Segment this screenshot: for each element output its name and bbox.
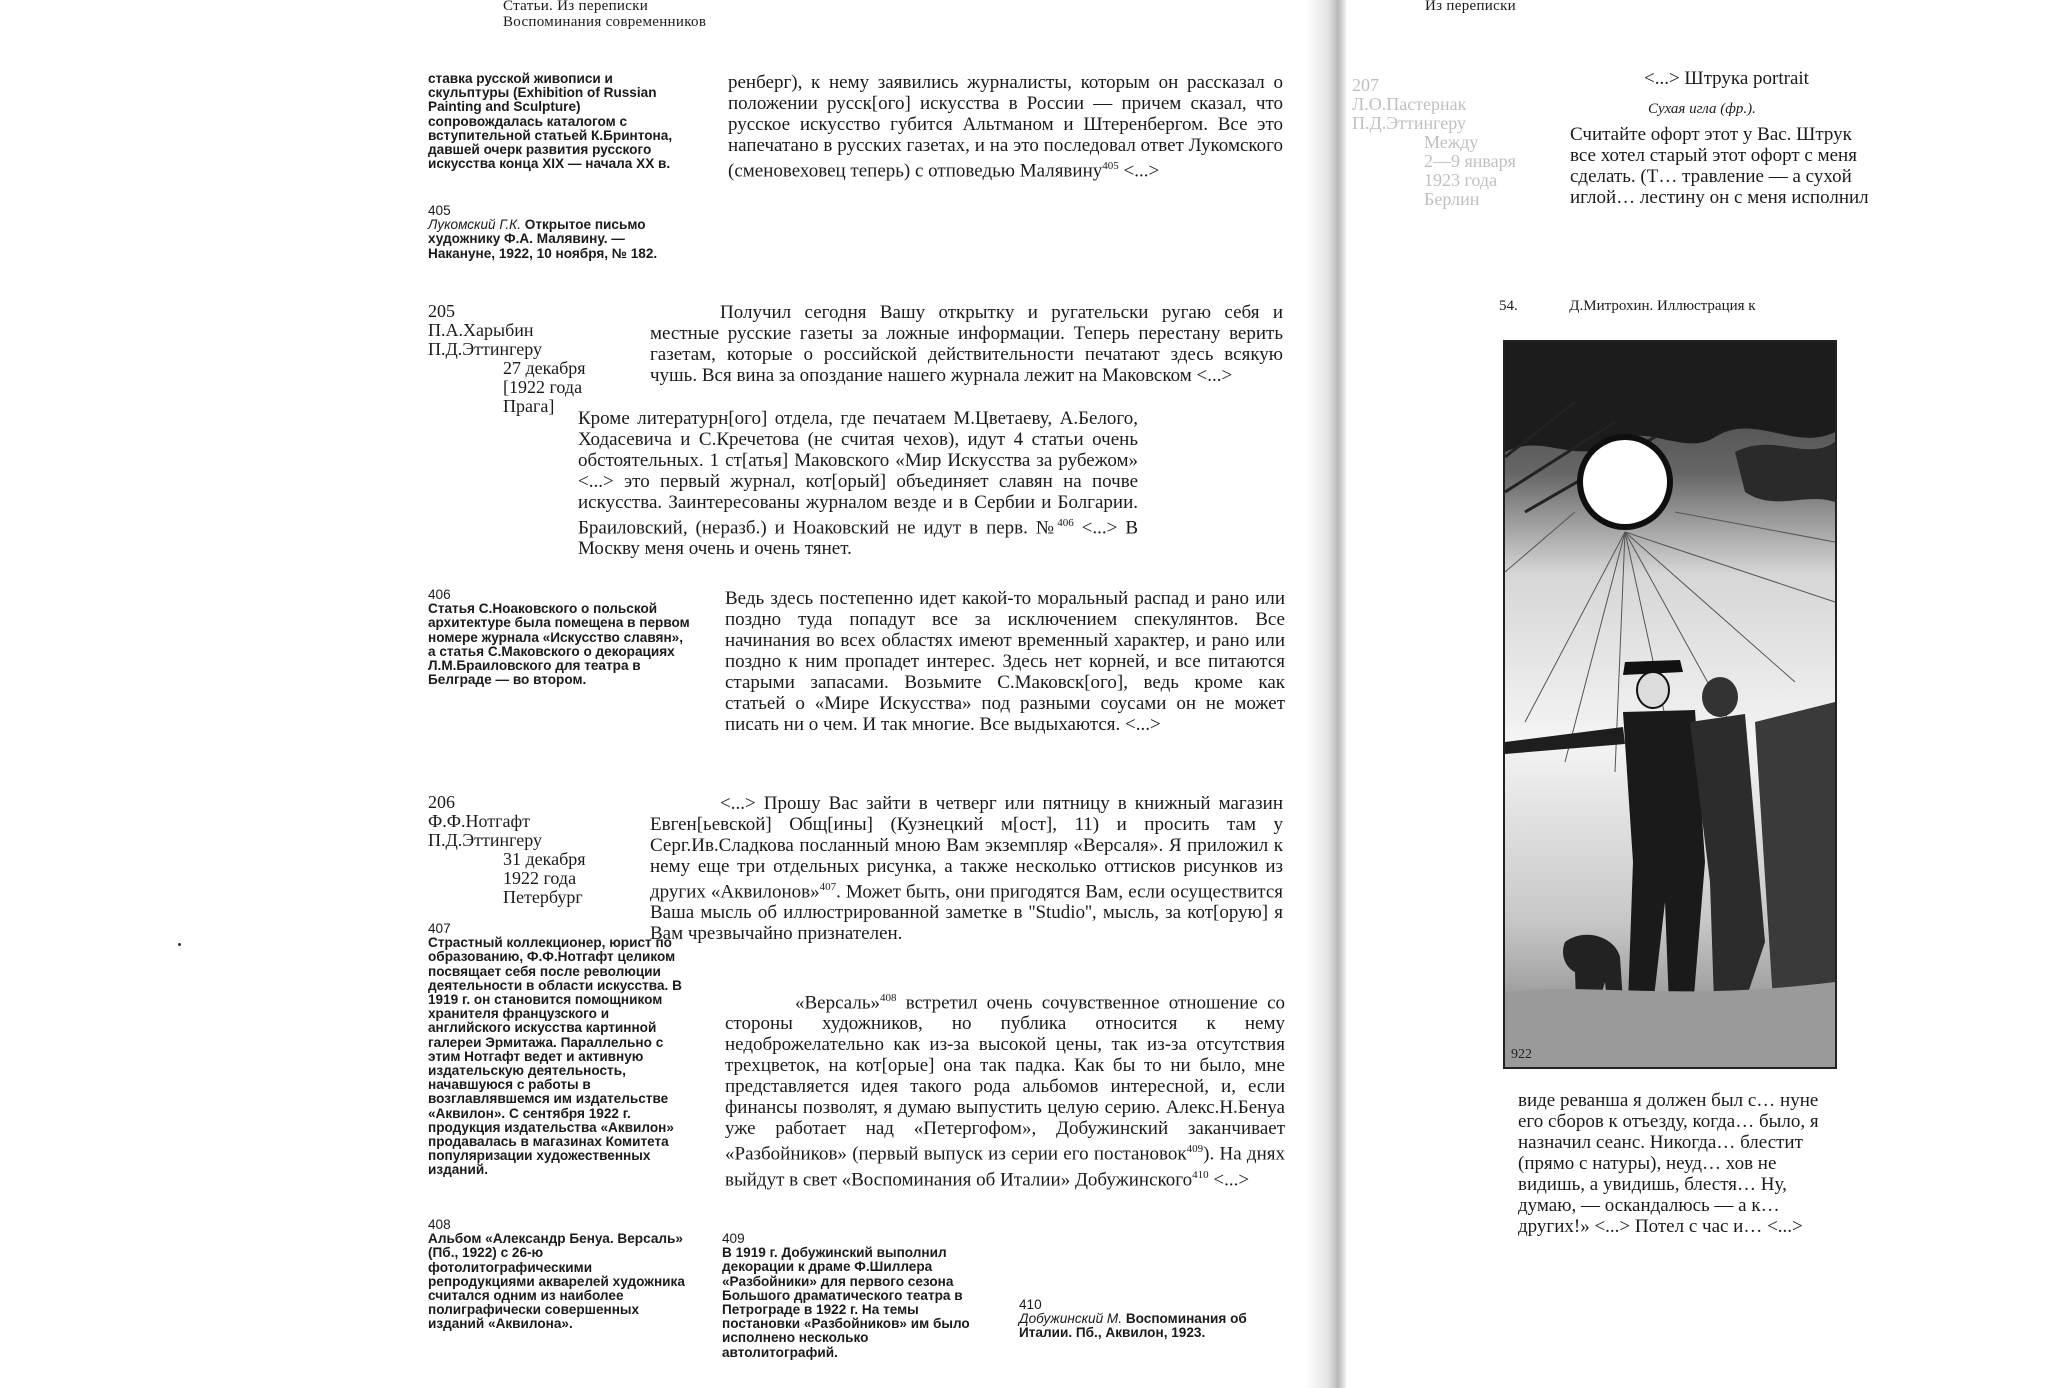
right-page-bottom-block	[1518, 1090, 1822, 1270]
footnote-ref: 408	[880, 992, 897, 1004]
footnote-405	[428, 204, 694, 261]
ellipsis: <...>	[1213, 1168, 1250, 1190]
letter-to: П.Д.Эттингеру	[1352, 113, 1467, 133]
paragraph: . Может быть, они пригодятся Вам, если осуществится Ваша мысль об иллюстрированной заметке в ''Studio'', мысль, за кот[орую] я Вам чрезвычайно признателен.	[650, 881, 1283, 945]
footnote-408	[428, 1218, 694, 1332]
letter-year: [1922 года	[503, 377, 583, 397]
paragraph: встретил очень сочувственное отношение со стороны художников, но публика относится к нему недоброжелательно как из-за высокой цены, так из-за отсутствия трехцветок, на кот[орые] она так падка. Как бы то ни было, мне представляется идея такого рода альбомов интересной, и, если финансы позволят, я думаю выпустить целую серию. Алекс.Н.Бенуа уже работает над «Петергофом», Добужинский заканчивает «Разбойников» (первый выпуск из серии его постановок	[725, 992, 1286, 1165]
caption-top: <...> Штрука portrait	[1644, 68, 1809, 89]
footnote-410	[1019, 1298, 1283, 1341]
paragraph: «Версаль»	[795, 992, 881, 1014]
letter-number: 205	[428, 301, 455, 321]
footnote-text: Статья С.Ноаковского о польской архитектуре была помещена в первом номере журнала «Искусство славян», а статья С.Маковского о декорациях Л.М.Браиловского для театра в Белграде — во втором.	[428, 601, 690, 688]
paragraph: ренберг), к нему заявились журналисты, которым он рассказал о положении русск[ого] искусства в России — причем сказал, что русское искусство губится Альтманом и Штеренбергом. Все это напечатано в русских газетах, и на это последовал ответ Лукомского (сменовеховец теперь) с отповедью Малявину	[728, 72, 1283, 182]
illustration-year: 922	[1511, 1047, 1532, 1062]
illustration-drawing	[1505, 342, 1835, 1067]
paragraph: Получил сегодня Вашу открытку и ругательски ругаю себя и местные русские газеты за ложные информации. Теперь перестану верить газетам, которые о российской действительности печатают здесь всякую чушь. Вся вина за опоздание нашего журнала лежит на Маковском	[650, 302, 1283, 386]
letter-206-text-continued	[725, 988, 1285, 1190]
paragraph: ). На днях выйдут в свет «Воспоминания об Италии» Добужинского	[725, 1143, 1285, 1190]
letter-205-meta	[428, 302, 628, 416]
footnote-ref: 407	[819, 881, 837, 893]
footnote-404-continuation	[428, 72, 694, 171]
footnote-number: 406	[428, 587, 451, 602]
letter-to: П.Д.Эттингеру	[428, 830, 543, 850]
ellipsis: <...>	[720, 793, 756, 814]
letter-206-meta	[428, 793, 628, 907]
footnote-ref: 406	[1057, 517, 1074, 529]
letter-207-meta	[1352, 76, 1542, 209]
footnote-number: 410	[1019, 1297, 1042, 1312]
footnote-ref: 405	[1102, 160, 1119, 172]
letter-205-text	[650, 302, 1283, 386]
letter-date: Между	[1424, 132, 1479, 152]
letter-number: 206	[428, 792, 455, 812]
footnote-text: В 1919 г. Добужинский выполнил декорации к драме Ф.Шиллера «Разбойники» для первого сезона Большого драматического театра в Петрограде в 1922 г. На темы постановки «Разбойников» им было исполнено несколько автолитографий.	[722, 1245, 970, 1360]
footnote-text: Воспоминания об Италии. Пб., Аквилон, 1923.	[1019, 1311, 1247, 1341]
ellipsis: <...>	[1125, 714, 1161, 735]
book-spine-shadow	[1306, 0, 1346, 1388]
running-head-line-1: Статьи. Из переписки	[503, 0, 649, 14]
paragraph: Прошу Вас зайти в четверг или пятницу в книжный магазин Евген[ьевской] Общ[ины] (Кузнецкий м[ост], 11) и просить там у Серг.Ив.Сладкова посланный мною Вам экземпляр «Версаля». Я приложил к нему еще три отдельных рисунка, а также несколько оттисков рисунков из других «Аквилонов»	[650, 793, 1283, 903]
footnote-number: 407	[428, 921, 451, 936]
caption-sub: Сухая игла (фр.).	[1648, 101, 1756, 117]
paragraph: В Москву меня очень и очень тянет.	[578, 517, 1139, 560]
letter-to: П.Д.Эттингеру	[428, 339, 543, 359]
footnote-number: 409	[722, 1231, 745, 1246]
right-text-top: Считайте офорт этот у Вас. Штрук все хотел старый этот офорт с меня сделать. (Т… травление — а сухой иглой… лестину он с меня исполнил	[1570, 124, 1869, 208]
footnote-text: Страстный коллекционер, юрист по образованию, Ф.Ф.Нотгафт целиком посвящает себя после революции деятельности в области искусства. В 1919 г. он становится помощником хранителя французского и английского искусства картинной галереи Эрмитажа. Параллельно с этим Нотгафт ведет и активную издательскую деятельность, начавшуюся с работы в возглавлявшемся им издательстве «Аквилон». С сентября 1922 г. продукция издательства «Аквилон» продавалась в магазинах Комитета популяризации художественных изданий.	[428, 935, 682, 1178]
ellipsis: <...>	[1123, 160, 1160, 182]
letter-place: Берлин	[1424, 189, 1480, 209]
letter-from: П.А.Харыбин	[428, 320, 534, 340]
footnote-text: Открытое письмо художнику Ф.А. Малявину. — Накануне, 1922, 10 ноября, № 182.	[428, 217, 658, 261]
letter-year: 1923 года	[1424, 170, 1498, 190]
right-page-top-block	[1570, 68, 1869, 283]
paragraph: это первый журнал, кот[орый] объединяет славян на почве искусства. Заинтересованы журналом везде и в Сербии и Болгарии. Браиловский, (неразб.) и Ноаковский не идут в перв. №	[578, 471, 1139, 539]
paragraph: Ведь здесь постепенно идет какой-то моральный распад и рано или поздно туда попадут все за исключением спекулянтов. Все начинания во всех областях имеют временный характер, и рано или поздно к ним пропадет интерес. Здесь нет корней, и все питаются старыми запасами. Возьмите С.Маковск[ого], ведь кроме как статьей о «Мире Искусства» под разными соусами он не может писать ни о чем. И так многие. Все выдыхаются.	[725, 588, 1285, 735]
figure-caption-row	[1499, 298, 1822, 318]
main-text-top	[728, 72, 1283, 181]
footnote-author: Лукомский Г.К.	[428, 217, 521, 233]
letter-number: 207	[1352, 75, 1379, 95]
letter-year: 1922 года	[503, 868, 577, 888]
letter-205-text-continued	[578, 408, 1138, 559]
figure-caption: Д.Митрохин. Иллюстрация к	[1569, 298, 1756, 314]
letter-from: Л.О.Пастернак	[1352, 94, 1467, 114]
ellipsis: <...>	[1196, 365, 1233, 386]
footnote-406	[428, 588, 694, 687]
footnote-number: 408	[428, 1217, 451, 1232]
footnote-ref: 410	[1192, 1168, 1209, 1181]
running-head-line-2: Воспоминания современников	[503, 14, 707, 30]
footnote-author: Добужинский М.	[1019, 1311, 1123, 1327]
ellipsis: <...>	[1081, 517, 1118, 539]
illustration	[1503, 340, 1837, 1069]
letter-date: 27 декабря	[503, 358, 586, 378]
paragraph: Кроме литературн[ого] отдела, где печатаем М.Цветаеву, А.Белого, Ходасевича и С.Кречетова (не считая чехов), идут 4 статьи очень обстоятельных. 1 ст[атья] Маковского «Мир Искусства за рубежом»	[578, 408, 1138, 471]
scan-speck	[178, 943, 181, 946]
footnote-407	[428, 922, 694, 1178]
letter-date: 31 декабря	[503, 849, 586, 869]
letter-date-range: 2—9 января	[1424, 151, 1516, 171]
running-head	[503, 0, 803, 30]
letter-206-text	[650, 793, 1283, 944]
letter-from: Ф.Ф.Нотгафт	[428, 811, 530, 831]
letter-205-text-end	[725, 588, 1285, 735]
footnote-text: Альбом «Александр Бенуа. Версаль» (Пб., 1922) с 26-ю фотолитографическими репродукциями акварелей художника считался одним из наиболее полиграфически совершенных изданий «Аквилона».	[428, 1231, 685, 1332]
right-running-head: Из переписки	[1425, 0, 1516, 14]
right-text-bottom: виде реванша я должен был с… нуне его сборов к отъезду, когда… было, я назначил сеанс. Никогда… блестит (прямо с натуры), неуд… хов не видишь, а увидишь, блестя… Ну, думаю, — оскандалюсь — а к… других!» <...> Потел с час и… <...>	[1518, 1090, 1819, 1237]
footnote-number: 405	[428, 203, 451, 218]
letter-place: Петербург	[503, 887, 583, 907]
footnote-ref: 409	[1186, 1143, 1204, 1156]
footnote-409	[722, 1232, 987, 1360]
letter-place: Прага]	[503, 396, 555, 416]
footnote-text: ставка русской живописи и скульптуры (Exhibition of Russian Painting and Sculpture) сопровождалась каталогом с вступительной статьей К.Бринтона, давшей очерк развития русского искусства конца XIX — начала XX в.	[428, 71, 673, 172]
ellipsis: <...>	[578, 471, 614, 492]
figure-number: 54.	[1499, 298, 1518, 314]
